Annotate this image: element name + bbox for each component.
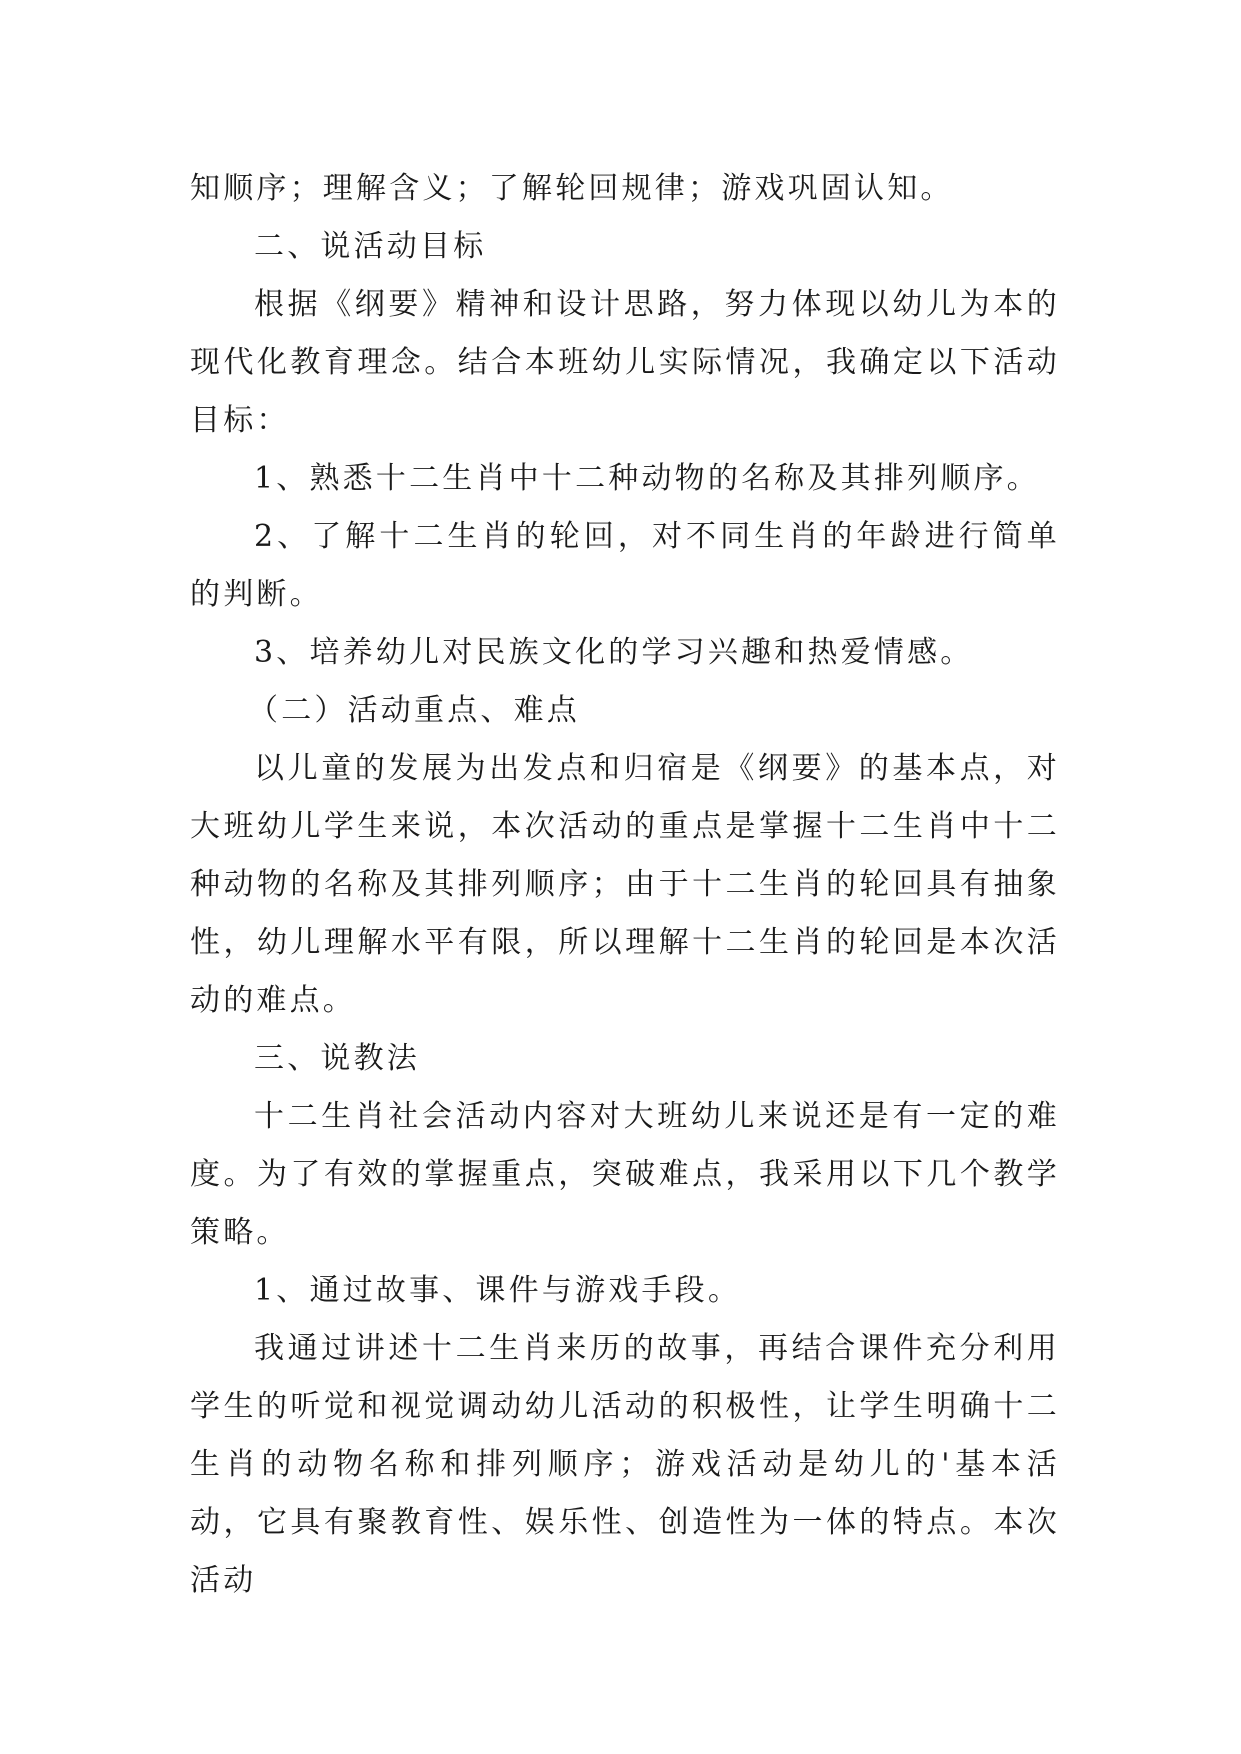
goal-item-3: 3、培养幼儿对民族文化的学习兴趣和热爱情感。 (254, 635, 974, 670)
goal-item-1: 1、熟悉十二生肖中十二种动物的名称及其排列顺序。 (254, 461, 1040, 496)
paragraph-continued: 知顺序；理解含义；了解轮回规律；游戏巩固认知。 (190, 171, 954, 206)
paragraph-goals-intro: 根据《纲要》精神和设计思路，努力体现以幼儿为本的现代化教育理念。结合本班幼儿实际情况，我确定以下活动目标： (190, 287, 1060, 438)
section-heading-teaching-methods: 三、说教法 (254, 1041, 420, 1076)
paragraph-key-points: 以儿童的发展为出发点和归宿是《纲要》的基本点，对大班幼儿学生来说，本次活动的重点是掌握十二生肖中十二种动物的名称及其排列顺序；由于十二生肖的轮回具有抽象性，幼儿理解水平有限，所以理解十二生肖的轮回是本次活动的难点。 (190, 751, 1060, 1018)
paragraph-teaching-intro: 十二生肖社会活动内容对大班幼儿来说还是有一定的难度。为了有效的掌握重点，突破难点，我采用以下几个教学策略。 (190, 1099, 1060, 1250)
goal-item-2: 2、了解十二生肖的轮回，对不同生肖的年龄进行简单的判断。 (190, 519, 1060, 612)
section-heading-key-points: （二）活动重点、难点 (248, 693, 580, 728)
section-heading-activity-goals: 二、说活动目标 (254, 229, 487, 264)
method-item-1: 1、通过故事、课件与游戏手段。 (254, 1273, 742, 1308)
document-body (190, 160, 1060, 1610)
paragraph-method-detail: 我通过讲述十二生肖来历的故事，再结合课件充分利用学生的听觉和视觉调动幼儿活动的积极性，让学生明确十二生肖的动物名称和排列顺序；游戏活动是幼儿的'基本活动，它具有聚教育性、娱乐性、创造性为一体的特点。本次活动 (190, 1331, 1060, 1598)
